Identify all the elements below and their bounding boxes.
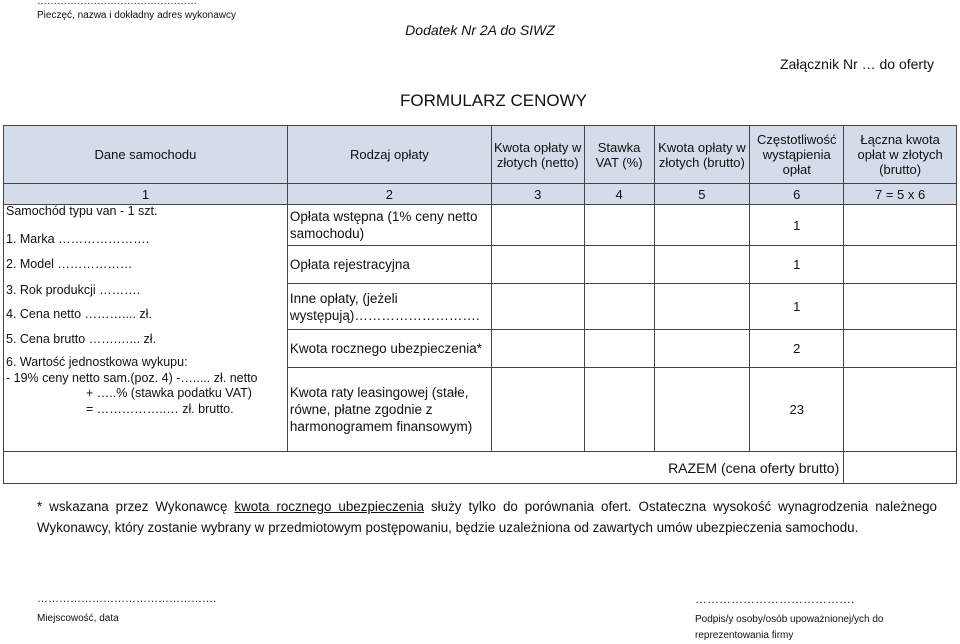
col-number: 2	[287, 184, 491, 205]
vat-rate-input[interactable]	[584, 330, 654, 368]
price-form-table	[3, 125, 957, 484]
vat-rate-input[interactable]	[584, 368, 654, 452]
total-gross-input[interactable]	[844, 284, 957, 330]
net-amount-input[interactable]	[491, 205, 584, 246]
header-fee-type: Rodzaj opłaty	[287, 126, 491, 184]
net-amount-input[interactable]	[491, 330, 584, 368]
signature-dots: ………………………………….	[695, 592, 855, 606]
annex-label: Załącznik Nr … do oferty	[779, 56, 934, 72]
page-title: FORMULARZ CENOWY	[400, 91, 587, 110]
gross-amount-input[interactable]	[654, 330, 750, 368]
buyout-gross: = ……………..… zł. brutto.	[86, 401, 234, 416]
car-model: 2. Model ………………	[6, 257, 133, 271]
col-number: 1	[4, 184, 288, 205]
vat-rate-input[interactable]	[584, 246, 654, 284]
buyout-net: - 19% ceny netto sam.(poz. 4) -…..... zł. netto	[6, 370, 258, 385]
total-gross-input[interactable]	[844, 330, 957, 368]
total-gross-input[interactable]	[844, 246, 957, 284]
car-brand: 1. Marka ………………….	[6, 231, 150, 246]
frequency-cell: 1	[750, 205, 844, 246]
gross-amount-input[interactable]	[654, 205, 750, 246]
place-date-label: Miejscowość, data	[37, 613, 119, 624]
total-price-input[interactable]	[844, 452, 957, 484]
header-vat-rate: Stawka VAT (%)	[584, 126, 654, 184]
col-number: 4	[584, 184, 654, 205]
header-total-gross: Łączna kwota opłat w złotych (brutto)	[844, 126, 957, 184]
vat-rate-input[interactable]	[584, 284, 654, 330]
car-info-cell	[4, 205, 288, 452]
header-frequency: Częstotliwość wystąpienia opłat	[750, 126, 844, 184]
col-number: 3	[491, 184, 584, 205]
fee-type-cell: Opłata rejestracyjna	[287, 246, 491, 284]
fee-type-cell: Inne opłaty, (jeżeli występują)……………………….	[287, 284, 491, 330]
stamp-label: Pieczęć, nazwa i dokładny adres wykonawcy	[37, 10, 236, 21]
total-label: RAZEM (cena oferty brutto)	[4, 452, 844, 484]
gross-amount-input[interactable]	[654, 246, 750, 284]
footnote-text-end: służy tylko do porównania ofert. Ostateczna wysokość wynagrodzenia należnego Wykonawcy, który zostanie wybrany w przedmiotowym postępowaniu, będzie uzależniona od zawartych umów ubezpieczenia samochodu.	[37, 499, 938, 535]
car-type: Samochód typu van - 1 szt.	[6, 204, 158, 218]
car-gross-price: 5. Cena brutto …….…... zł.	[6, 331, 157, 346]
total-gross-input[interactable]	[844, 368, 957, 452]
col-number: 5	[654, 184, 750, 205]
net-amount-input[interactable]	[491, 284, 584, 330]
fee-type-cell: Opłata wstępna (1% ceny netto samochodu)	[287, 205, 491, 246]
total-gross-input[interactable]	[844, 205, 957, 246]
fee-type-cell: Kwota rocznego ubezpieczenia*	[287, 330, 491, 368]
col-number: 7 = 5 x 6	[844, 184, 957, 205]
header-gross-amount: Kwota opłaty w złotych (brutto)	[654, 126, 750, 184]
vat-rate-input[interactable]	[584, 205, 654, 246]
col-number: 6	[750, 184, 844, 205]
net-amount-input[interactable]	[491, 368, 584, 452]
net-amount-input[interactable]	[491, 246, 584, 284]
header-car-data: Dane samochodu	[4, 126, 288, 184]
buyout-value-label: 6. Wartość jednostkowa wykupu:	[6, 355, 188, 369]
gross-amount-input[interactable]	[654, 284, 750, 330]
car-year: 3. Rok produkcji ……….	[6, 282, 141, 297]
stamp-dots: …………………………………………	[37, 0, 197, 7]
buyout-vat: + …..% (stawka podatku VAT)	[86, 386, 252, 400]
signature-label: Podpis/y osoby/osób upoważnionej/ych do reprezentowania firmy	[695, 614, 884, 641]
header-net-amount: Kwota opłaty w złotych (netto)	[491, 126, 584, 184]
car-net-price: 4. Cena netto ……….... zł.	[6, 307, 152, 321]
frequency-cell: 1	[750, 246, 844, 284]
gross-amount-input[interactable]	[654, 368, 750, 452]
frequency-cell: 1	[750, 284, 844, 330]
fee-type-cell: Kwota raty leasingowej (stałe, równe, płatne zgodnie z harmonogramem finansowym)	[287, 368, 491, 452]
footnote-underlined: kwota rocznego ubezpieczenia	[234, 499, 425, 514]
footnote	[37, 496, 937, 538]
place-date-dots: ………………………………………….	[37, 593, 217, 605]
frequency-cell: 23	[750, 368, 844, 452]
document-subtitle: Dodatek Nr 2A do SIWZ	[405, 22, 555, 38]
frequency-cell: 2	[750, 330, 844, 368]
footnote-text-start: * wskazana przez Wykonawcę	[37, 499, 235, 514]
